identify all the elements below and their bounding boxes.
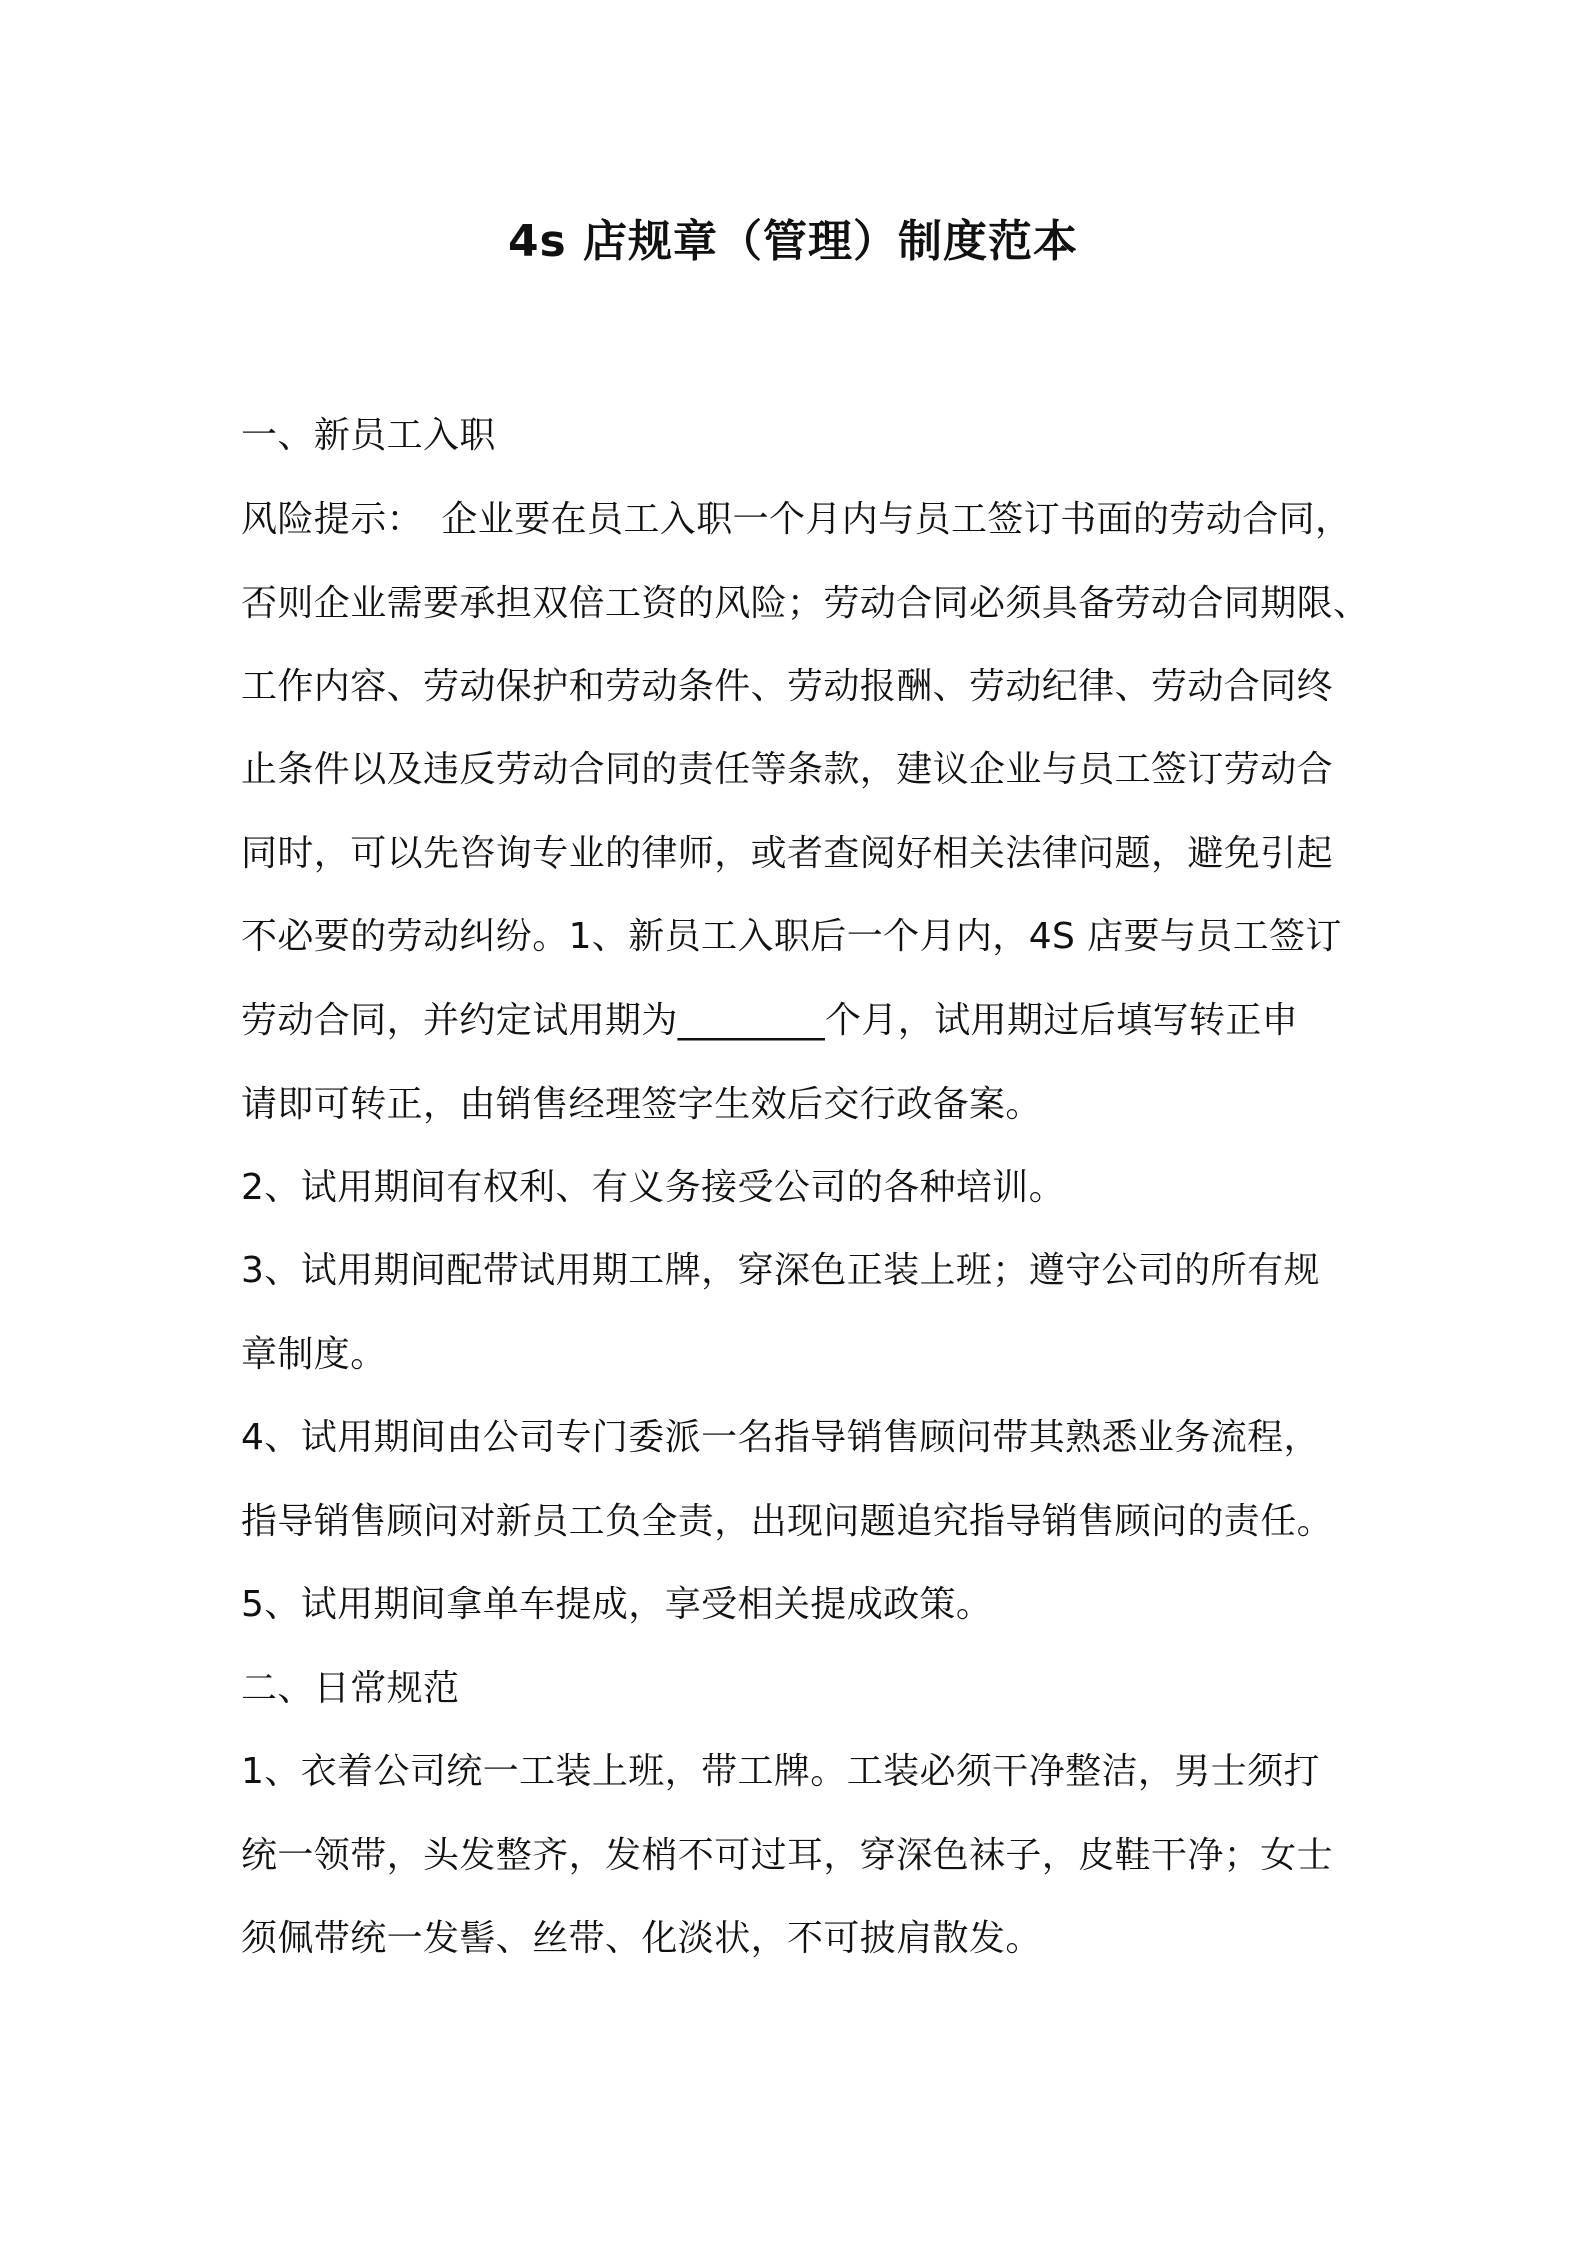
list-item-4-cont: 指导销售顾问对新员工负全责，出现问题追究指导销售顾问的责任。 (241, 1501, 1334, 1542)
document-title: 4s 店规章（管理）制度范本 (507, 216, 1079, 267)
paragraph-line: 工作内容、劳动保护和劳动条件、劳动报酬、劳动纪律、劳动合同终 (241, 666, 1334, 707)
list-item-2: 2、试用期间有权利、有义务接受公司的各种培训。 (241, 1167, 1066, 1208)
list-item-3-cont: 章制度。 (241, 1334, 387, 1375)
paragraph-line: 否则企业需要承担双倍工资的风险；劳动合同必须具备劳动合同期限、 (241, 583, 1370, 624)
section-heading-2: 二、日常规范 (241, 1668, 460, 1709)
paragraph-line: 请即可转正，由销售经理签字生效后交行政备案。 (241, 1084, 1042, 1125)
rule-item-1-cont: 统一领带，头发整齐，发梢不可过耳，穿深色袜子，皮鞋干净；女士 (241, 1835, 1334, 1876)
list-item-4: 4、试用期间由公司专门委派一名指导销售顾问带其熟悉业务流程， (241, 1417, 1320, 1458)
paragraph-line: 风险提示： 企业要在员工入职一个月内与员工签订书面的劳动合同， (241, 499, 1352, 540)
rule-item-1-cont: 须佩带统一发髻、丝带、化淡状，不可披肩散发。 (241, 1918, 1042, 1959)
paragraph-line: 劳动合同，并约定试用期为________个月，试用期过后填写转正申 (241, 1000, 1299, 1041)
paragraph-line: 不必要的劳动纠纷。1、新员工入职后一个月内，4S 店要与员工签订 (241, 916, 1342, 957)
paragraph-line: 止条件以及违反劳动合同的责任等条款，建议企业与员工签订劳动合 (241, 749, 1334, 790)
list-item-5: 5、试用期间拿单车提成，享受相关提成政策。 (241, 1584, 993, 1625)
rule-item-1: 1、衣着公司统一工装上班，带工牌。工装必须干净整洁，男士须打 (241, 1751, 1320, 1792)
section-heading-1: 一、新员工入职 (241, 415, 496, 456)
list-item-3: 3、试用期间配带试用期工牌，穿深色正装上班；遵守公司的所有规 (241, 1250, 1320, 1291)
paragraph-line: 同时，可以先咨询专业的律师，或者查阅好相关法律问题，避免引起 (241, 833, 1334, 874)
